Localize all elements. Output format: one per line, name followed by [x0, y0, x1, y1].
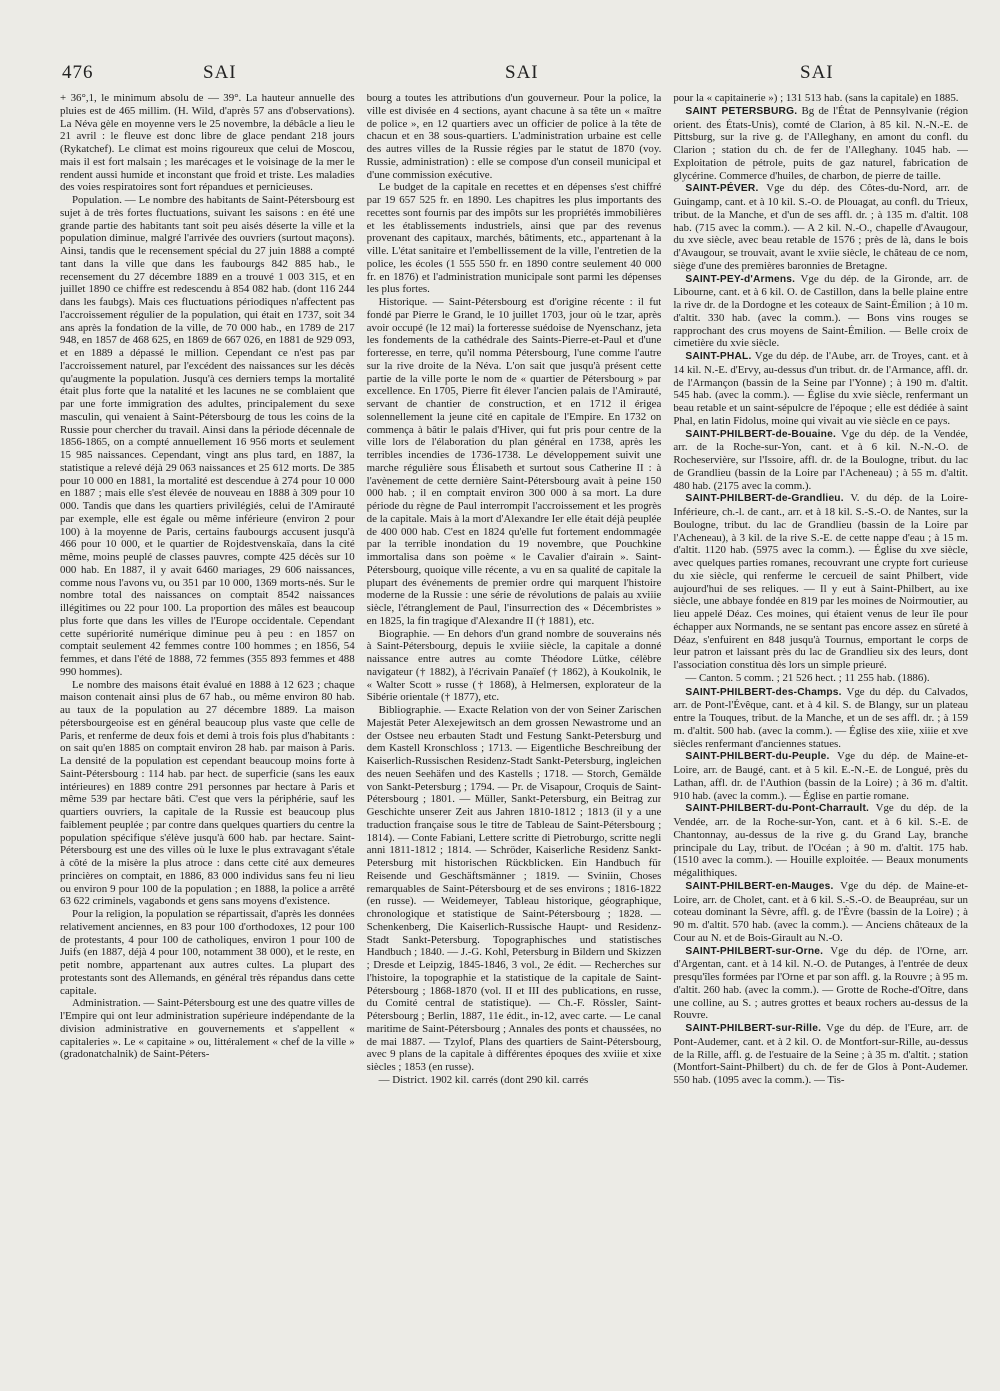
entry-title: SAINT-PEY-d'Armens. [685, 273, 796, 285]
running-head-left: SAI [203, 62, 237, 83]
entry-title: SAINT-PHAL. [685, 351, 752, 362]
entry-text: Bg de l'État de Pennsylvanie (région orient. des États-Unis), comté de Clarion, à 85 kil. N.-N.-E. de Pittsburg, sur la rive g. de l'Alleghany, en amont du confl. du Clarion ; station du ch. de fer de l'Alleghany. 1045 hab. — Exploitation de pétrole, puits de gaz naturel, fabrication de glycérine. Commerce d'huiles, de charbon, de pierre de taille. [673, 104, 969, 182]
paragraph-bibliography: Bibliographie. — Exacte Relation von der von Seiner Zarischen Majestät Peter Alexejewitsch an dem grossen Newastrome und an der Ostsee neu erbauten Stadt und Festung Sankt-Petersburg und dem Kastell Kronschloss ; 1713. — Eigentliche Beschreibung der Kaiserlich-Russischen Residenz-Stadt Sankt-Petersburg, ingleichen des neuen Seehäfen und des Kastells ; 1718. — Storch, Gemälde von Sankt-Petersburg ; 1794. — Pr. de Visapour, Croquis de Saint-Pétersbourg ; 1801. — Müller, Sankt-Petersburg, ein Beitrag zur Geschichte unserer Zeit aus Jahren 1810-1812 ; 1813 (il y a une traduction française sous le titre de Tableau de Saint-Pétersbourg ; 1814). — Conte Fabiani, Lettere scritte di Pietroburgo, scritte negli anni 1811-1812 ; 1814. — Schröder, Kaiserliche Residenz Sankt-Petersburg mit historischen Rückblicken. Ein Handbuch für Reisende und Geschäftsmänner ; 1819. — Sviniin, Choses remarquables de Saint-Pétersbourg et de ses environs ; 1816-1822 (en russe). — Weidemeyer, Tableau historique, géographique, chronologique et statistique de Saint-Pétersbourg ; 1828. — Schenkenberg, Die Kaiserlich-Russische Haupt- und Residenz-Stadt Sankt-Petersburg. Topographisches und statistisches Handbuch ; 1840. — J.-G. Kohl, Petersburg in Bildern und Skizzen ; Dresde et Leipzig, 1845-1846, 3 vol., 2e édit. — Recherches sur l'histoire, la topographie et la statistique de la capitale de Saint-Pétersbourg ; 1868-1870 (vol. II et III des publications, en russe, du Comité central de statistique). — Ch.-F. Rössler, Saint-Pétersbourg ; Berlin, 1887, 11e édit., in-12, avec carte. — Le canal maritime de Saint-Pétersbourg ; Annales des ponts et chaussées, no de mai 1887. — Tzylof, Plans des quartiers de Saint-Pétersbourg, avec 9 plans de la capitale à différentes époques des xviiie et xixe siècles ; 1853 (en russe). [366, 704, 662, 1073]
paragraph-climate: + 36°,1, le minimum absolu de — 39°. La hauteur annuelle des pluies est de 465 millim. (H. Wild, d'après 57 ans d'observations). La Néva gèle en moyenne vers le 25 novembre, la débâcle a lieu le 21 avril : le fleuve est donc libre de glace pendant 218 jours (Rykatchef). Le climat est moins rigoureux que celui de Moscou, mais il est fort malsain ; les marécages et le voisinage de la mer le rendent aussi humide et inconstant que froid et triste. Les maladies des voies respiratoires sont fort répandues et pernicieuses. [60, 92, 355, 194]
entry-text: Vge du dép. de la Vendée, arr. de la Roche-sur-Yon, cant. et à 6 kil. N.-N.-O. de Rocheservière, sur l'Issoire, affl. dr. de la Boulogne, tribut. du lac de Grandlieu (bassin de la Loire par l'Acheneau) ; à 55 m. d'altit. 480 hab. (2175 avec la comm.). [673, 427, 969, 492]
entry [673, 945, 968, 1023]
running-head-center: SAI [505, 62, 539, 83]
paragraph-police: bourg a toutes les attributions d'un gouverneur. Pour la police, la ville est divisée en 4 sections, ayant chacune à sa tête un « maître de police », en 12 quartiers avec un officier de police à la tête de chacun et en 38 sous-quartiers. L'administration urbaine est celle des autres villes de la Russie régies par le statut de 1870 (voy. Russie, administration) : elle se compose d'un conseil municipal et d'une commission exécutive. [366, 92, 662, 181]
paragraph-houses: Le nombre des maisons était évalué en 1888 à 12 623 ; chaque maison contenait ainsi plus de 67 hab., ou même environ 80 hab. au taux de la population au 27 décembre 1889. La maison pétersbourgeoise est en général beaucoup plus vaste que celle de Paris, et renferme de deux fois et demi à trois fois plus d'habitants : on sait qu'en 1885 on comptait environ 28 hab. par maison à Paris. La densité de la population est cependant beaucoup moins forte à Saint-Pétersbourg : 114 hab. par hect. de superficie (sans les eaux intérieures) en 1889 contre 291 personnes par hectare à Paris et même 539 par hectare bâti. C'est que vers la périphérie, sauf les quartiers ouvriers, la capitale de la Russie est beaucoup plus faiblement peuplée ; par contre dans quelques quartiers du centre la population spécifique s'élève jusqu'à 600 hab. par hectare. Saint-Pétersbourg est une des villes où le luxe le plus extravagant s'étale à côté de la misère la plus atroce : dans cette cité aux demeures princières on comptait, en 1886, 83 000 individus sans feu ni lieu ou environ 9 pour 100 de la population ; en 1888, la police a arrêté 63 622 criminels, vagabonds et gens sans moyens d'existence. [60, 678, 355, 908]
entry-title: SAINT-PHILBERT-des-Champs. [685, 686, 842, 698]
paragraph-population: Population. — Le nombre des habitants de Saint-Pétersbourg est sujet à de très fortes fluctuations, suivant les saisons : en été une grande partie des habitants tant soit peu aisés déserte la ville et la population diminue, malgré l'arrivée des ouvriers (surtout maçons). Ainsi, tandis que le recensement spécial du 27 juin 1888 a compté tant dans la ville que dans les faubourgs 842 885 hab., le recensement du 27 décembre 1889 en a trouvé 1 003 315, et en juillet 1890 ce chiffre est redescendu à 854 082 hab. (dont 116 244 dans les faubgs). Mais ces fluctuations périodiques n'affectent pas l'accroissement régulier de la population, qui était en 1737, soit 34 ans après la fondation de la ville, de 70 000 hab., en 1789 de 217 948, en 1857 de 468 625, en 1869 de 667 026, en 1881 de 929 093, et en 1889 a dépassé le million. Cependant ce n'est pas par l'accroissement naturel, par l'excédent des naissances sur les décès qu'augmente la population. Jusqu'à ces derniers temps la mortalité était plus forte que la natalité et les lacunes ne se comblaient que par une forte immigration des adultes, principalement du sexe masculin, qui venaient à Saint-Pétersbourg de tous les coins de la Russie pour chercher du travail. Ainsi dans la période décennale de 1856-1865, on a compté annuellement 16 956 morts et seulement 15 985 naissances. Cependant, vingt ans plus tard, en 1887, la statistique a relevé déjà 29 063 naissances et 25 612 morts. De 385 pour 10 000 en 1881, la mortalité est descendue à 274 pour 10 000 en 1887 ; mais elle s'est élevée de nouveau en 1888 à 309 pour 10 000. Tandis que dans les quartiers privilégiés, celui de l'Amirauté par exemple, elle est égale ou même inférieure (environ 2 pour 100) à la moyenne de Paris, certains faubourgs accusent jusqu'à 466 pour 10 000, et le quartier de Rojdestvenskaïa, dans la cité même, moins peuplé de classes pauvres, compte 425 décès sur 10 000 hab. En 1887, il y avait 6460 mariages, 29 606 naissances, comme nous l'avons vu, ou 351 par 10 000, 1369 morts-nés. Sur le nombre total des naissances on comptait 8542 naissances illégitimes ou 22 pour 100. La proportion des mâles est beaucoup plus forte que dans les villes de l'Europe occidentale. Cependant cette supériorité numérique diminue peu à peu : en 1857 on comptait seulement 42 femmes contre 100 hommes ; en 1856, 54 femmes, et dans l'été de 1888, 72 femmes (355 893 femmes et 488 990 hommes). [60, 194, 355, 678]
entry-title: SAINT-PHILBERT-du-Peuple. [685, 751, 830, 763]
entry-title: SAINT-PHILBERT-du-Pont-Charrault. [685, 803, 870, 815]
entry-text: Vge du dép. de la Gironde, arr. de Libourne, cant. et à 6 kil. O. de Castillon, dans la belle plaine entre la rive dr. de la Dordogne et les coteaux de Saint-Émilion ; à 10 m. d'altit. 330 hab. (avec la comm.). — Bons vins rouges se rapprochant des crus moyens de Saint-Émilion. — Belle croix de cimetière du xvie siècle. [673, 272, 969, 350]
entry-title: SAINT PETERSBURG. [685, 105, 798, 117]
entry [673, 672, 968, 686]
paragraph-administration: Administration. — Saint-Pétersbourg est une des quatre villes de l'Empire qui ont leur administration supérieure indépendante de la division administrative en gouvernements et s'appellent « capitaleries ». Le « capitaine » ou, littéralement « chef de la ville » (gradonatchalnik) de Saint-Péters- [60, 997, 355, 1061]
paragraph-history: Historique. — Saint-Pétersbourg est d'origine récente : il fut fondé par Pierre le Grand, le 10 juillet 1703, jour où le tzar, après avoir occupé (le 12 mai) la forteresse suédoise de Nyenschanz, jeta les fondements de la cathédrale des Saints-Pierre-et-Paul et d'une forteresse, en terre, qu'il nomma Pétersbourg, l'une comme l'autre sur la rive droite de la Néva. L'on sait que jusqu'à présent cette partie de la ville porte le nom de « quartier de Pétersbourg » par excellence. En 1705, Pierre fit élever l'ancien palais de l'Amirauté, servant de chantier de construction, et en 1712 il érigea solennellement la jeune cité en capitale de l'Empire. En 1732 on commença à bâtir le palais d'Hiver, qui fut pris pour centre de la ville lors de l'élaboration du plan général en 1738, après les terribles incendies de 1736-1738. Le développement suivit une marche régulière sous Élisabeth et surtout sous Catherine II : à l'avènement de cette dernière Saint-Pétersbourg avait à peine 150 000 hab. ; il en comptait environ 300 000 à sa mort. La dure période du règne de Paul interrompit l'accroissement et les progrès de la capitale. Mais à la mort d'Alexandre Ier elle était déjà peuplée de 400 000 hab. C'est en 1824 qu'elle fut fortement endommagée par la terrible inondation du 19 novembre, que Pouchkine immortalisa dans son poème « le Cavalier d'airain ». Saint-Pétersbourg, quoique ville récente, a vu en sa qualité de capitale la plupart des événements de premier ordre qui marquent l'histoire moderne de la Russie : une série de révolutions de palais au xviiie siècle, l'étranglement de Paul, l'insurrection des « Décembristes » en 1825, la fin tragique d'Alexandre II († 1881), etc. [366, 296, 662, 627]
entry-text: — Canton. 5 comm. ; 21 526 hect. ; 11 255 hab. (1886). [685, 671, 930, 684]
column-2 [367, 92, 662, 1362]
entry-title: SAINT-PÉVER. [685, 183, 759, 195]
entry [673, 428, 968, 493]
entry [673, 880, 968, 945]
page-number: 476 [62, 62, 94, 83]
entry [673, 686, 968, 751]
entry-text: V. du dép. de la Loire-Inférieure, ch.-l. de cant., arr. et à 18 kil. S.-S.-O. de Nantes, sur la Boulogne, tribut. du lac de Grandlieu (bassin de la Loire par l'Acheneau), à 3 kil. de la rive S.-E. de cette nappe d'eau ; à 15 m. d'altit. 1120 hab. (5975 avec la comm.). — Église du xve siècle, avec quelques parties romanes, recouvrant une crypte fort curieuse du xie siècle, qui renferme le cercueil de saint Philbert, vide aujourd'hui de ses reliques. — Il y eut à Saint-Philbert, au ixe siècle, une abbaye fondée en 819 par les moines de Noirmoutier, au lieu appelé Déaz. Ces moines, qui étaient venus de leur île pour échapper aux Normands, ne se sentant pas encore assez en sûreté à Déaz, s'enfuirent en 848 jusqu'à Tournus, emportant le corps de leur patron et laissant près du lac de Grandlieu six des leurs, dont l'association constitua dès lors un simple prieuré. [673, 492, 969, 671]
entry [673, 350, 968, 428]
paragraph-religion: Pour la religion, la population se répartissait, d'après les données relativement anciennes, en 83 pour 100 d'orthodoxes, 12 pour 100 de protestants, 4 pour 100 de catholiques, environ 1 pour 100 de Juifs (en 1887, déjà 4 pour 100, notamment 38 000), et le reste, en petit nombre, appartenant aux autres cultes. La plupart des protestants sont des Allemands, en général très répandus dans cette capitale. [60, 908, 355, 997]
entry-text: Vge du dép. de l'Eure, arr. de Pont-Audemer, cant. et à 2 kil. O. de Montfort-sur-Rille, au-dessus de la Rille, affl. g. de l'estuaire de la Seine ; à 35 m. d'altit. ; station (Montfort-Saint-Philbert) du ch. de fer de Glos à Pont-Audemer. 550 hab. (1095 avec la comm.). — Tis- [673, 1022, 969, 1086]
entry [673, 1022, 968, 1087]
entry-text: Vge du dép. des Côtes-du-Nord, arr. de Guingamp, cant. et à 10 kil. S.-O. de Plouagat, au confl. du Trieux, tribut. de la Manche, et d'un de ses affl. dr. ; à 135 m. d'altit. 108 hab. (715 avec la comm.). — A 2 kil. N.-O., chapelle d'Avaugour, du xve siècle, avec beau retable de 1576 ; près de là, dans le bois d'Avaugour, se trouvait, avant le xviie siècle, le château de ce nom, siège d'une des premières baronnies de Bretagne. [673, 182, 969, 272]
paragraph-budget: Le budget de la capitale en recettes et en dépenses s'est chiffré par 19 657 525 fr. en 1890. Les chapitres les plus importants des recettes sont fournis par des impôts sur les propriétés immobilières et les établissements industriels, ainsi que par des revenus provenant des capitaux, marchés, bâtiments, etc., appartenant à la ville. L'état sanitaire et l'embellissement de la ville, l'entretien de la police, les écoles (1 555 550 fr. en 1890 contre seulement 40 000 fr. en 1876) et l'administration municipale sont parmi les dépenses les plus fortes. [366, 181, 662, 296]
entry-title: SAINT-PHILBERT-de-Grandlieu. [685, 493, 844, 505]
page-header [0, 62, 1000, 88]
entry [673, 492, 968, 672]
entry-text: Vge du dép. de l'Orne, arr. d'Argentan, cant. et à 14 kil. N.-O. de Putanges, à l'entrée de deux presqu'îles formées par l'Orne et par son affl. g. la Rouvre ; à 95 m. d'altit. 260 hab. (avec la comm.). — Grotte de Roche-d'Oître, dans une colline, au S. ; autres grottes et beaux rochers au-dessus de la Rouvre. [673, 944, 969, 1022]
running-head-right: SAI [800, 62, 834, 83]
entry [673, 105, 968, 183]
entry-text: Vge du dép. de Maine-et-Loire, arr. de Cholet, cant. et à 6 kil. S.-S.-O. de Beaupréau, sur un coteau dominant la Sèvre, affl. g. de l'Èvre (bassin de la Loire) ; à 90 m. d'altit. 570 hab. (avec la comm.). — Anciens châteaux de la Cour au N. et de Bois-Girault au N.-O. [673, 879, 969, 944]
entry [673, 182, 968, 272]
entry [673, 273, 968, 351]
entry [673, 750, 968, 802]
text-columns [60, 92, 968, 1362]
entry-title: SAINT-PHILBERT-en-Mauges. [685, 880, 834, 892]
column-1 [60, 92, 355, 1362]
paragraph-district: — District. 1902 kil. carrés (dont 290 kil. carrés [378, 1073, 589, 1086]
column-3 [673, 92, 968, 1362]
entry-text: Vge du dép. de la Vendée, arr. de la Roche-sur-Yon, cant. et à 6 kil. S.-E. de Chantonnay, au-dessus de la rive g. du Grand Lay, branche principale du Lay, tribut. de l'Océan ; à 90 m. d'altit. 175 hab. (1510 avec la comm.). — Houille exploitée. — Beaux monuments mégalithiques. [673, 802, 969, 879]
entry [673, 802, 968, 880]
entry-text: Vge du dép. de Maine-et-Loire, arr. de Baugé, cant. et à 5 kil. E.-N.-E. de Longué, près du Lathan, affl. dr. de l'Authion (bassin de la Loire) ; à 36 m. d'altit. 910 hab. (avec la comm.). — Église en partie romane. [673, 750, 969, 802]
paragraph-continuation: pour la « capitainerie ») ; 131 513 hab. (sans la capitale) en 1885. [673, 92, 959, 104]
entry-text: Vge du dép. de l'Aube, arr. de Troyes, cant. et à 14 kil. N.-E. d'Ervy, au-dessus d'un tribut. dr. de l'Armance, affl. dr. de l'Armançon (bassin de la Seine par l'Yonne) ; à 190 m. d'altit. 545 hab. (avec la comm.). — Église du xvie siècle, renfermant un beau retable et un saint-sépulcre de l'époque ; elle est dédiée à saint Phal, en latin Fidolus, moine qui vivait au vie siècle en ce pays. [673, 350, 969, 427]
entry-text: Vge du dép. du Calvados, arr. de Pont-l'Évêque, cant. et à 4 kil. S. de Blangy, sur un plateau entre la Touques, tribut. de la Manche, et un de ses affl. dr. ; à 159 m. d'altit. 500 hab. (avec la comm.). — Église des xiie, xiiie et xve siècles renfermant d'anciennes statues. [673, 685, 969, 750]
paragraph-biography: Biographie. — En dehors d'un grand nombre de souverains nés à Saint-Pétersbourg, depuis le xviiie siècle, la capitale a donné naissance entre autres au comte Théodore Lütke, célèbre navigateur († 1882), à l'écrivain Panaïef († 1862), à Koukolnik, le « Walter Scott » russe († 1868), à Helmersen, explorateur de la Sibérie orientale († 1877), etc. [366, 627, 662, 704]
entry-title: SAINT-PHILBERT-sur-Orne. [685, 945, 824, 957]
entries-list [673, 105, 968, 1087]
entry-title: SAINT-PHILBERT-de-Bouaine. [685, 428, 837, 440]
entry-title: SAINT-PHILBERT-sur-Rille. [685, 1023, 822, 1034]
